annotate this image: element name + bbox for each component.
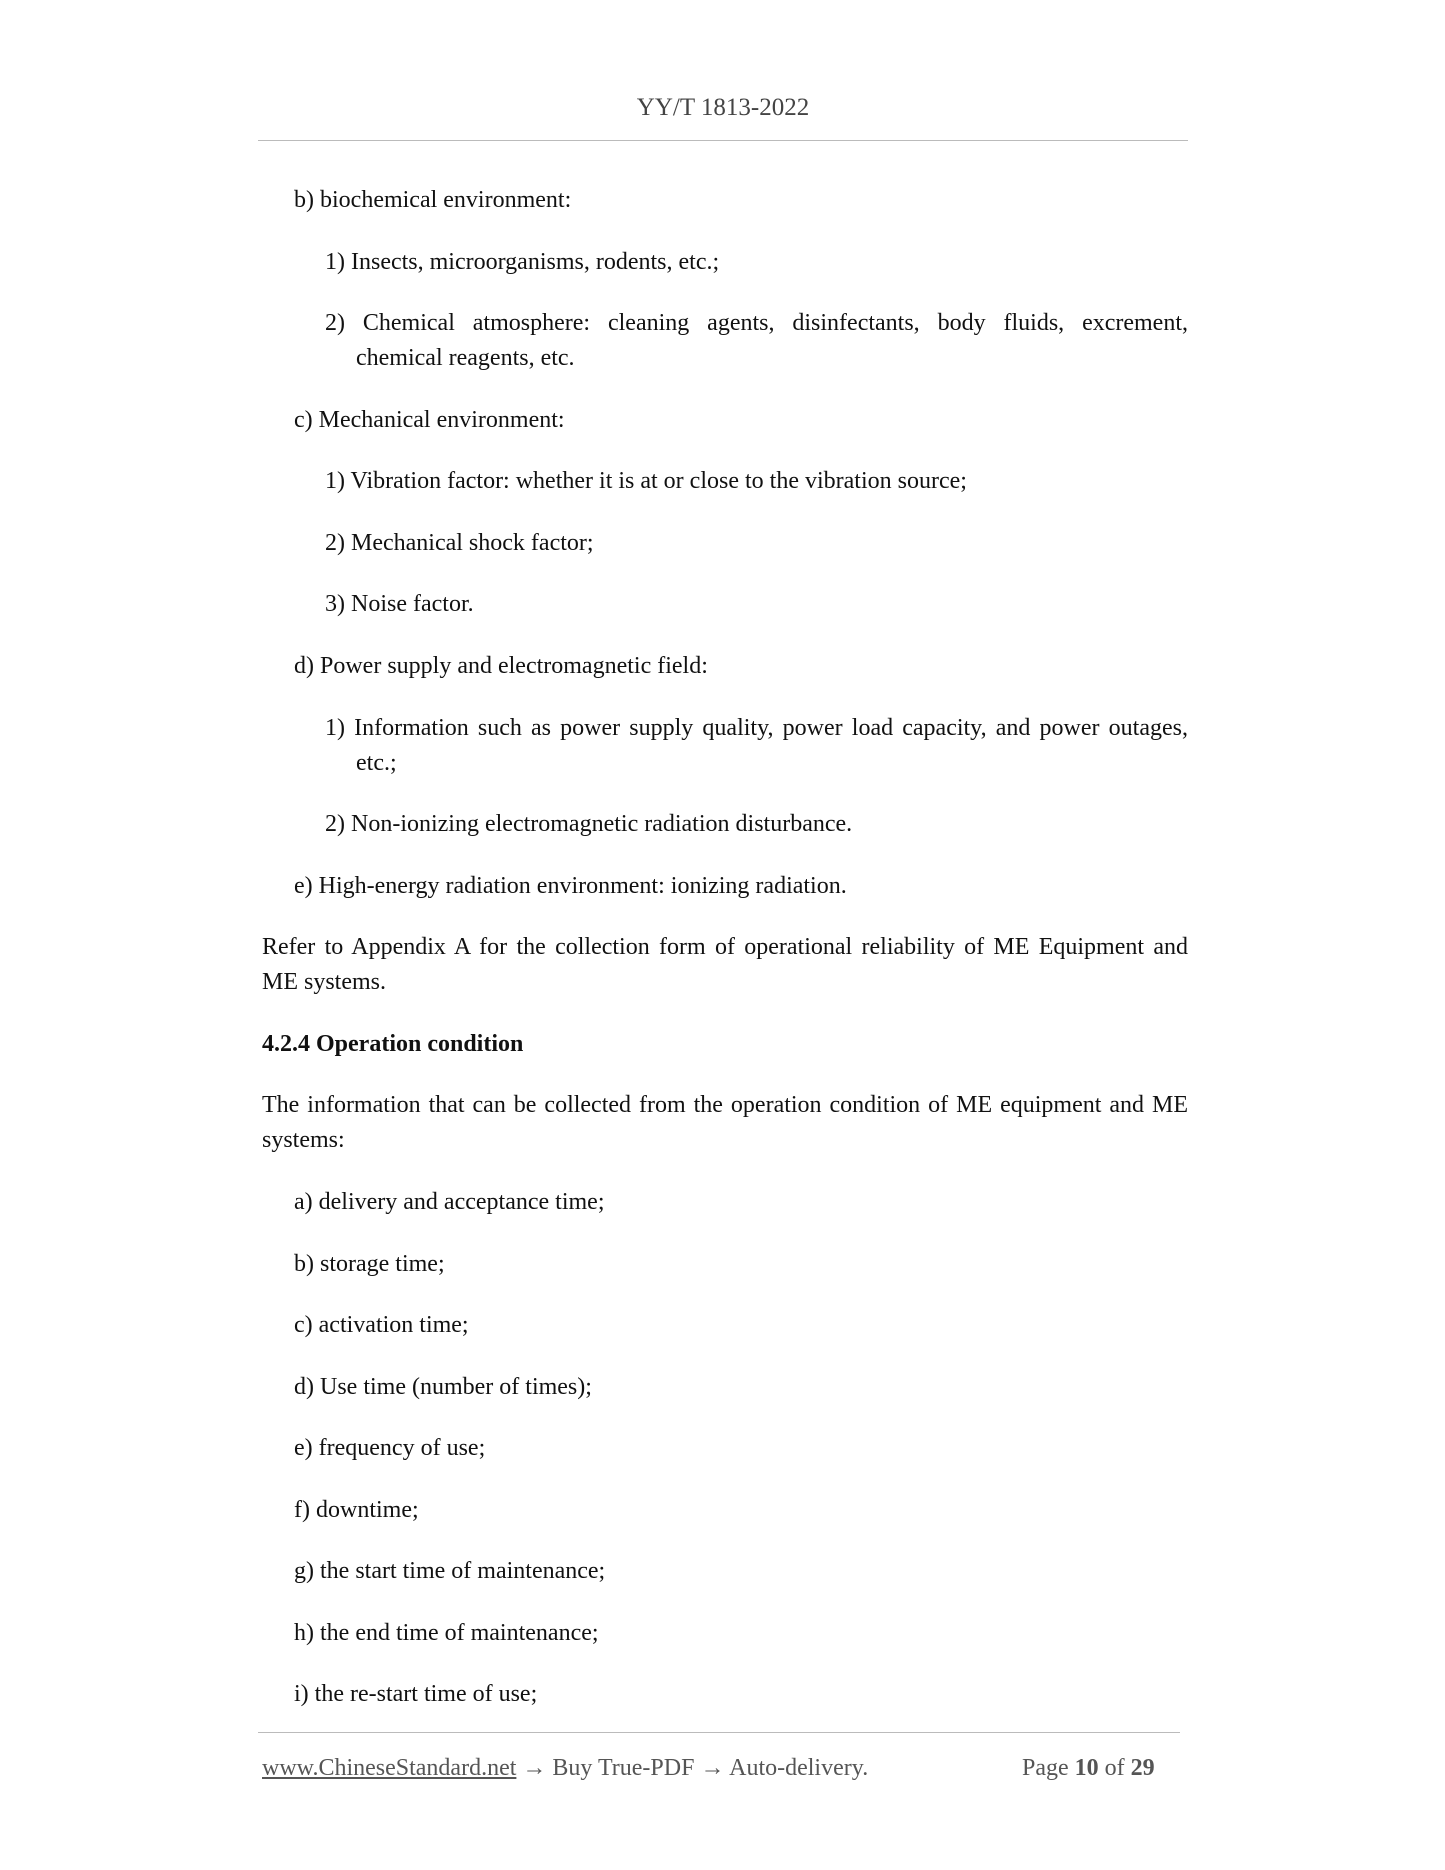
list-item: h) the end time of maintenance; — [294, 1620, 599, 1646]
footer-divider — [258, 1732, 1180, 1733]
paragraph-intro-line2: systems: — [262, 1127, 345, 1153]
list-item: g) the start time of maintenance; — [294, 1558, 606, 1584]
paragraph-refer-line2: ME systems. — [262, 969, 387, 995]
list-item-c2: 2) Mechanical shock factor; — [325, 530, 594, 556]
paragraph-refer-line1: Refer to Appendix A for the collection form of operational reliability of ME Equipment and — [262, 934, 1188, 960]
list-item-b2-line1: 2) Chemical atmosphere: cleaning agents, disinfectants, body fluids, excrement, — [325, 310, 1188, 336]
list-item-c1: 1) Vibration factor: whether it is at or close to the vibration source; — [325, 468, 967, 494]
list-heading-d: d) Power supply and electromagnetic field: — [294, 653, 708, 679]
website-link[interactable]: www.ChineseStandard.net — [262, 1755, 517, 1781]
list-item-c3: 3) Noise factor. — [325, 591, 474, 617]
footer-promo-text: → Buy True-PDF → Auto-delivery. — [516, 1755, 869, 1781]
paragraph-intro-line1: The information that can be collected from the operation condition of ME equipment and ME — [262, 1092, 1188, 1118]
page-current: 10 — [1074, 1755, 1099, 1781]
list-heading-e: e) High-energy radiation environment: ionizing radiation. — [294, 873, 847, 899]
list-item: i) the re-start time of use; — [294, 1681, 538, 1707]
page-label: Page — [1022, 1755, 1069, 1781]
list-item: b) storage time; — [294, 1251, 445, 1277]
list-item-d1-line2: etc.; — [356, 750, 397, 776]
list-item: d) Use time (number of times); — [294, 1374, 592, 1400]
section-title: 4.2.4 Operation condition — [262, 1031, 524, 1057]
list-item: f) downtime; — [294, 1497, 419, 1523]
header-title: YY/T 1813-2022 — [636, 94, 810, 121]
list-item: a) delivery and acceptance time; — [294, 1189, 605, 1215]
list-item: e) frequency of use; — [294, 1435, 486, 1461]
footer-promo — [262, 1752, 868, 1784]
list-heading-b: b) biochemical environment: — [294, 187, 572, 213]
page-of: of — [1104, 1755, 1125, 1781]
header-divider — [258, 140, 1188, 141]
list-item-b2-line2: chemical reagents, etc. — [356, 345, 575, 371]
page-indicator — [1022, 1752, 1155, 1784]
list-heading-c: c) Mechanical environment: — [294, 407, 565, 433]
page-total: 29 — [1130, 1755, 1155, 1781]
list-item: c) activation time; — [294, 1312, 469, 1338]
list-item-d1-line1: 1) Information such as power supply quality, power load capacity, and power outages, — [325, 715, 1188, 741]
list-item-d2: 2) Non-ionizing electromagnetic radiation disturbance. — [325, 811, 853, 837]
list-item-b1: 1) Insects, microorganisms, rodents, etc.; — [325, 249, 720, 275]
